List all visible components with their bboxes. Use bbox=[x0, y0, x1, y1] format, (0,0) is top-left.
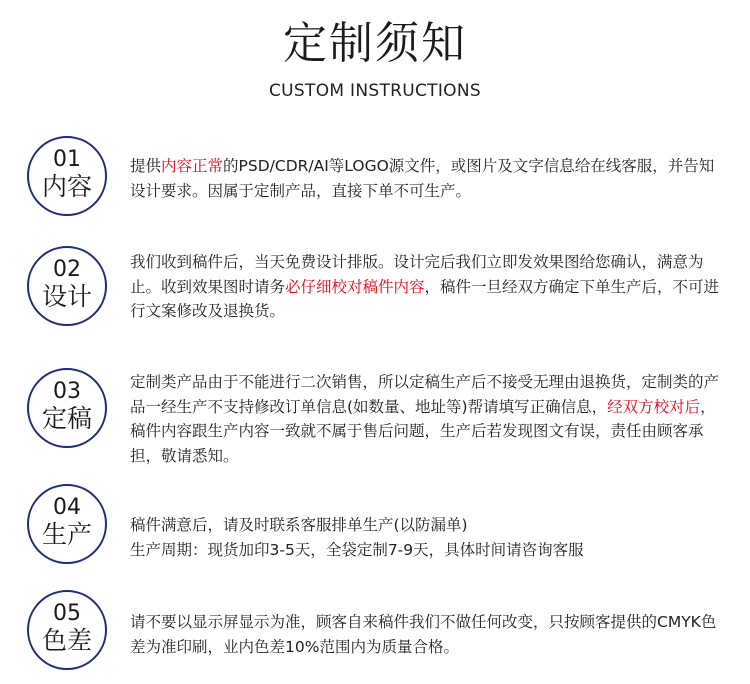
step-number: 03 bbox=[53, 379, 81, 404]
desc-text: ，稿件一旦经双方确定下单生产后，不可进行文案修改及退换货。 bbox=[130, 277, 720, 320]
step-name: 生产 bbox=[41, 520, 92, 549]
step-name: 定稿 bbox=[41, 404, 92, 433]
step-badge bbox=[27, 246, 107, 326]
step-number: 02 bbox=[53, 257, 81, 282]
step-name: 设计 bbox=[41, 282, 92, 311]
step-name: 内容 bbox=[41, 172, 92, 201]
desc-text: 定制类产品由于不能进行二次销售，所以定稿生产后不接受无理由退换货，定制类的产品一经生产不支持修改订单信息(如数量、地址等)帮请填写正确信息， bbox=[130, 373, 720, 416]
page-subtitle: CUSTOM INSTRUCTIONS bbox=[269, 81, 481, 101]
desc-line: 请不要以显示屏显示为准，顾客自来稿件我们不做任何改变，只按顾客提供的CMYK色差为准印刷，业内色差10%范围内为质量合格。 bbox=[130, 613, 717, 656]
desc-text: ，稿件内容跟生产内容一致就不属于售后问题，生产后若发现图文有误，责任由顾客承担，敬请悉知。 bbox=[130, 397, 716, 465]
step-description bbox=[130, 610, 720, 659]
step-description bbox=[130, 154, 720, 203]
desc-line: 稿件满意后，请及时联系客服排单生产(以防漏单) bbox=[130, 516, 468, 534]
desc-text: 提供 bbox=[130, 157, 162, 175]
desc-highlight: 经双方校对后 bbox=[607, 397, 701, 416]
desc-highlight: 必仔细校对稿件内容 bbox=[285, 277, 425, 296]
step-badge bbox=[27, 136, 107, 216]
desc-text: 的PSD/CDR/AI等LOGO源文件，或图片及文字信息给在线客服，并告知设计要求。因属于定制产品，直接下单不可生产。 bbox=[130, 157, 715, 200]
step-badge bbox=[27, 484, 107, 564]
step-number: 04 bbox=[53, 495, 81, 520]
step-number: 05 bbox=[53, 601, 81, 626]
step-description bbox=[130, 250, 720, 324]
desc-text: 我们收到稿件后，当天免费设计排版。设计完后我们立即发效果图给您确认，满意为止。收到效果图时请务 bbox=[130, 253, 704, 296]
step-description bbox=[130, 370, 720, 468]
step-name: 色差 bbox=[41, 626, 92, 655]
step-description bbox=[130, 513, 720, 562]
desc-line: 生产周期：现货加印3-5天，全袋定制7-9天，具体时间请咨询客服 bbox=[130, 540, 584, 559]
desc-highlight: 内容正常 bbox=[161, 157, 224, 175]
step-badge bbox=[27, 590, 107, 670]
step-number: 01 bbox=[53, 147, 81, 172]
page-title: 定制须知 bbox=[283, 18, 467, 69]
step-badge bbox=[27, 368, 107, 448]
